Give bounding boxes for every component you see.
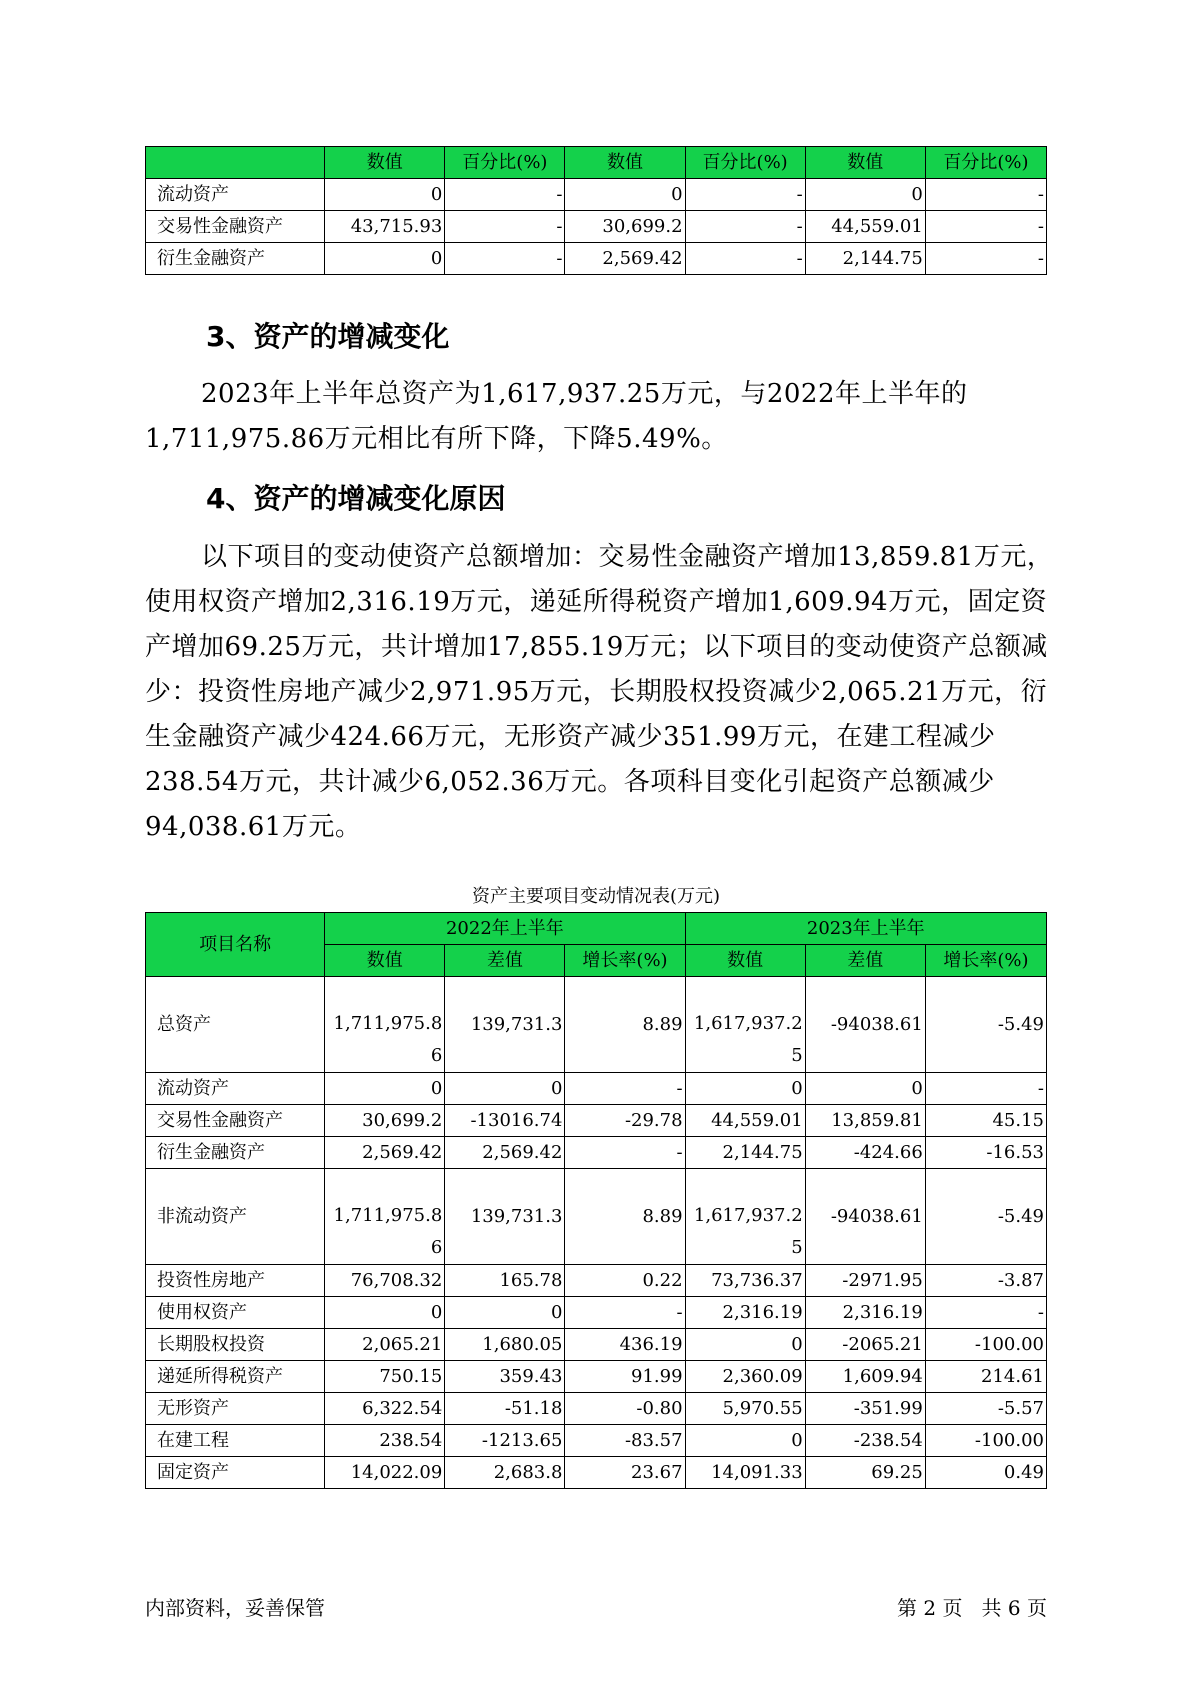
table-cell: 139,731.3: [445, 977, 565, 1073]
table-cell: 1,617,937.25: [685, 1169, 805, 1265]
table-cell: 0: [325, 1073, 445, 1105]
table-cell: -: [925, 1297, 1046, 1329]
header-cell: 数值: [325, 147, 445, 179]
table-cell: 436.19: [565, 1329, 685, 1361]
table-cell: 1,711,975.86: [325, 1169, 445, 1265]
table-row: [146, 1137, 1047, 1169]
table-row: [146, 211, 1047, 243]
row-label: 流动资产: [146, 1073, 325, 1105]
table-cell: -238.54: [805, 1425, 925, 1457]
table-cell: 2,316.19: [805, 1297, 925, 1329]
table-cell: -: [925, 243, 1046, 275]
table-cell: 0: [325, 243, 445, 275]
table-cell: 165.78: [445, 1265, 565, 1297]
table-cell: 359.43: [445, 1361, 565, 1393]
table-cell: 750.15: [325, 1361, 445, 1393]
table-cell: -2065.21: [805, 1329, 925, 1361]
table-cell: -: [445, 179, 565, 211]
table-cell: 0: [685, 1073, 805, 1105]
table-cell: -0.80: [565, 1393, 685, 1425]
paragraph: 2023年上半年总资产为1,617,937.25万元，与2022年上半年的1,711,975.86万元相比有所下降，下降5.49%。: [145, 379, 968, 454]
table-row: [146, 1105, 1047, 1137]
table-cell: 8.89: [565, 977, 685, 1073]
table-cell: 1,711,975.86: [325, 977, 445, 1073]
row-label: 在建工程: [146, 1425, 325, 1457]
table-cell: -: [925, 179, 1046, 211]
footer-confidential-note: 内部资料，妥善保管: [145, 1596, 325, 1620]
table-cell: 30,699.2: [325, 1105, 445, 1137]
table-cell: 44,559.01: [805, 211, 925, 243]
table-cell: 6,322.54: [325, 1393, 445, 1425]
table-cell: -: [925, 1073, 1046, 1105]
table-cell: 5,970.55: [685, 1393, 805, 1425]
table-row: [146, 1329, 1047, 1361]
header-cell: 百分比(%): [685, 147, 805, 179]
table-cell: -1213.65: [445, 1425, 565, 1457]
table-cell: -13016.74: [445, 1105, 565, 1137]
table-cell: 2,144.75: [805, 243, 925, 275]
row-label: 交易性金融资产: [146, 1105, 325, 1137]
table-cell: 44,559.01: [685, 1105, 805, 1137]
table-cell: 14,091.33: [685, 1457, 805, 1489]
table-cell: 0: [445, 1297, 565, 1329]
table-cell: -: [685, 243, 805, 275]
table-cell: -16.53: [925, 1137, 1046, 1169]
table-cell: 30,699.2: [565, 211, 685, 243]
table-cell: -: [565, 1297, 685, 1329]
header-cell: 数值: [805, 147, 925, 179]
table-cell: 0: [805, 179, 925, 211]
table-cell: 2,569.42: [445, 1137, 565, 1169]
table-cell: 0: [445, 1073, 565, 1105]
table-cell: 0: [325, 179, 445, 211]
row-label: 衍生金融资产: [146, 1137, 325, 1169]
row-label: 无形资产: [146, 1393, 325, 1425]
header-cell: 百分比(%): [925, 147, 1046, 179]
table-cell: -94038.61: [805, 977, 925, 1073]
table-cell: 2,316.19: [685, 1297, 805, 1329]
table-cell: 2,569.42: [565, 243, 685, 275]
table-cell: -424.66: [805, 1137, 925, 1169]
header-cell: [146, 147, 325, 179]
header-cell: 百分比(%): [445, 147, 565, 179]
table-cell: 0: [685, 1329, 805, 1361]
table-cell: 1,617,937.25: [685, 977, 805, 1073]
table-cell: 73,736.37: [685, 1265, 805, 1297]
table-cell: 238.54: [325, 1425, 445, 1457]
section-heading: 4、资产的增减变化原因: [206, 482, 506, 515]
header-cell: 增长率(%): [925, 945, 1046, 977]
table-row: [146, 1297, 1047, 1329]
table-cell: -: [685, 179, 805, 211]
table-cell: -: [925, 211, 1046, 243]
table-caption: 资产主要项目变动情况表(万元): [471, 886, 721, 907]
paragraph: 以下项目的变动使资产总额增加：交易性金融资产增加13,859.81万元，使用权资产增加2,316.19万元，递延所得税资产增加1,609.94万元，固定资产增加69.25万元，共计增加17,855.19万元；以下项目的变动使资产总额减少：投资性房地产减少2,971.95万元，长期股权投资减少2,065.21万元，衍生金融资产减少424.66万元，无形资产减少351.99万元，在建工程减少238.54万元，共计减少6,052.36万元。各项科目变化引起资产总额减少94,038.61万元。: [145, 542, 1054, 842]
table-cell: -29.78: [565, 1105, 685, 1137]
table-cell: 1,609.94: [805, 1361, 925, 1393]
table-cell: 23.67: [565, 1457, 685, 1489]
header-cell: 数值: [325, 945, 445, 977]
header-period-2022: 2022年上半年: [325, 913, 685, 945]
header-period-2023: 2023年上半年: [685, 913, 1046, 945]
table-cell: -: [565, 1137, 685, 1169]
table-cell: 91.99: [565, 1361, 685, 1393]
table-cell: 0.49: [925, 1457, 1046, 1489]
table-header-row: [146, 913, 1047, 945]
table-cell: 0.22: [565, 1265, 685, 1297]
header-cell: 差值: [805, 945, 925, 977]
table-cell: 0: [685, 1425, 805, 1457]
table-cell: -: [565, 1073, 685, 1105]
row-label: 交易性金融资产: [146, 211, 325, 243]
table-cell: -: [445, 211, 565, 243]
row-label: 投资性房地产: [146, 1265, 325, 1297]
table-cell: -: [685, 211, 805, 243]
row-label: 非流动资产: [146, 1169, 325, 1265]
table-cell: 13,859.81: [805, 1105, 925, 1137]
table-cell: 8.89: [565, 1169, 685, 1265]
row-label: 流动资产: [146, 179, 325, 211]
table-cell: 2,065.21: [325, 1329, 445, 1361]
header-cell: 增长率(%): [565, 945, 685, 977]
row-label: 使用权资产: [146, 1297, 325, 1329]
table-cell: -83.57: [565, 1425, 685, 1457]
table-cell: 14,022.09: [325, 1457, 445, 1489]
table-row: [146, 1073, 1047, 1105]
table-cell: 0: [565, 179, 685, 211]
table-cell: 2,569.42: [325, 1137, 445, 1169]
header-cell: 数值: [565, 147, 685, 179]
table-row: [146, 1265, 1047, 1297]
row-label: 长期股权投资: [146, 1329, 325, 1361]
header-cell: 差值: [445, 945, 565, 977]
row-label: 总资产: [146, 977, 325, 1073]
asset-ratio-table: [145, 146, 1047, 275]
table-cell: -: [445, 243, 565, 275]
table-cell: 2,360.09: [685, 1361, 805, 1393]
table-cell: 1,680.05: [445, 1329, 565, 1361]
table-cell: -3.87: [925, 1265, 1046, 1297]
table-cell: -5.49: [925, 1169, 1046, 1265]
footer-page-number: 第 2 页 共 6 页: [897, 1596, 1047, 1620]
table-row: [146, 1169, 1047, 1265]
header-cell: 数值: [685, 945, 805, 977]
table-row: [146, 243, 1047, 275]
table-cell: -100.00: [925, 1329, 1046, 1361]
table-cell: -51.18: [445, 1393, 565, 1425]
table-cell: -5.49: [925, 977, 1046, 1073]
table-cell: 0: [805, 1073, 925, 1105]
header-item-name: 项目名称: [146, 913, 325, 977]
table-cell: 69.25: [805, 1457, 925, 1489]
table-cell: 0: [325, 1297, 445, 1329]
table-row: [146, 1425, 1047, 1457]
table-cell: 139,731.3: [445, 1169, 565, 1265]
table-cell: 43,715.93: [325, 211, 445, 243]
table-cell: 45.15: [925, 1105, 1046, 1137]
table-row: [146, 977, 1047, 1073]
section-heading: 3、资产的增减变化: [206, 320, 450, 353]
asset-change-table: [145, 912, 1047, 1489]
table-cell: 2,144.75: [685, 1137, 805, 1169]
table-row: [146, 1361, 1047, 1393]
table-cell: -94038.61: [805, 1169, 925, 1265]
table-row: [146, 1457, 1047, 1489]
table-cell: 2,683.8: [445, 1457, 565, 1489]
table-cell: 214.61: [925, 1361, 1046, 1393]
table-header-row: [146, 147, 1047, 179]
row-label: 衍生金融资产: [146, 243, 325, 275]
table-cell: -5.57: [925, 1393, 1046, 1425]
table-row: [146, 1393, 1047, 1425]
row-label: 固定资产: [146, 1457, 325, 1489]
table-cell: -351.99: [805, 1393, 925, 1425]
table-cell: -2971.95: [805, 1265, 925, 1297]
row-label: 递延所得税资产: [146, 1361, 325, 1393]
table-cell: -100.00: [925, 1425, 1046, 1457]
table-row: [146, 179, 1047, 211]
table-cell: 76,708.32: [325, 1265, 445, 1297]
